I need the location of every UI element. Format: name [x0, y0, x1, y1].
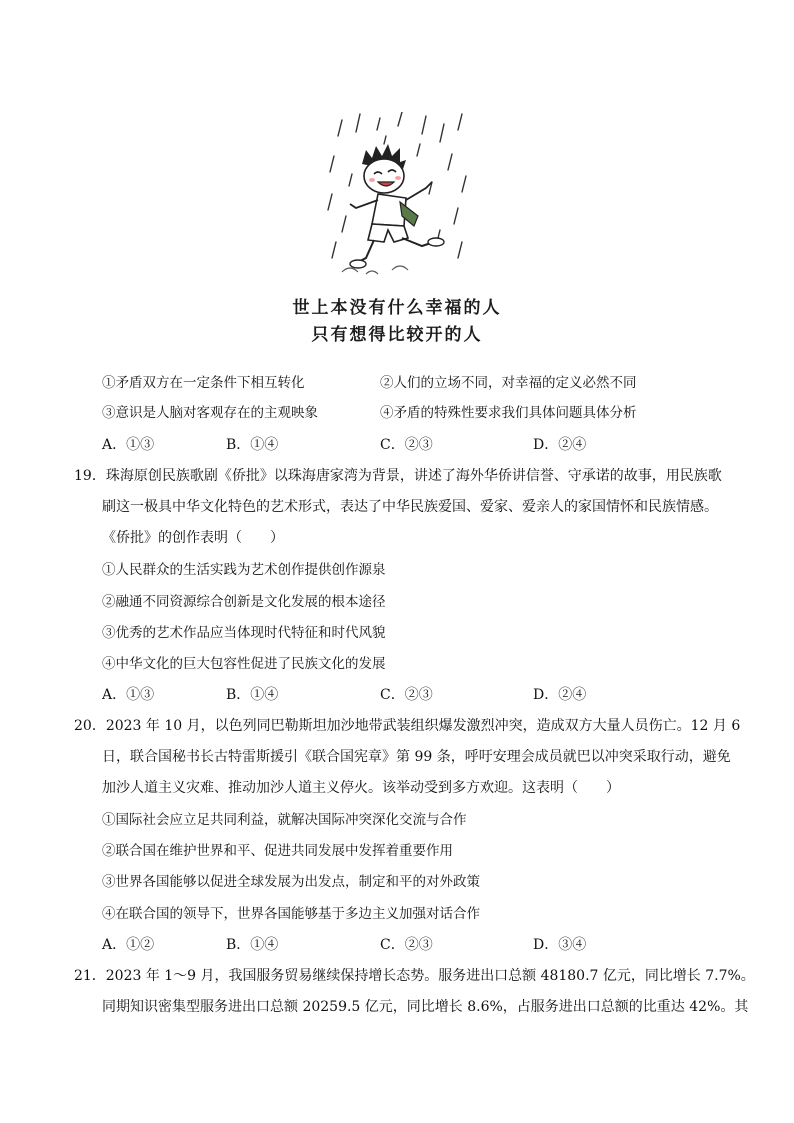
q20-option-4: ④在联合国的领导下，世界各国能够基于多边主义加强对话合作: [102, 906, 480, 922]
q19-option-4: ④中华文化的巨大包容性促进了民族文化的发展: [102, 656, 386, 672]
q19-answer-b: B．①④: [226, 687, 279, 703]
q20-answer-d: D．③④: [533, 937, 587, 953]
q20-answer-b: B．①④: [226, 937, 279, 953]
q18-answer-a: A．①③: [102, 437, 155, 453]
q20-answer-c: C．②③: [380, 937, 433, 953]
q19-option-2: ②融通不同资源综合创新是文化发展的根本途径: [102, 594, 386, 610]
q18-option-4: ④矛盾的特殊性要求我们具体问题具体分析: [380, 405, 637, 421]
q19-stem-line-3: 《侨批》的创作表明（ ）: [102, 530, 284, 546]
q21-stem-line-1: 21．2023 年 1～9 月，我国服务贸易继续保持增长态势。服务进出口总额 48180.7 亿元，同比增长 7.7%。: [74, 968, 755, 984]
q20-option-1: ①国际社会应立足共同利益，就解决国际冲突深化交流与合作: [102, 812, 467, 828]
q19-option-3: ③优秀的艺术作品应当体现时代特征和时代风貌: [102, 625, 386, 641]
q19-answer-c: C．②③: [380, 687, 433, 703]
q21-stem-line-2: 同期知识密集型服务进出口总额 20259.5 亿元，同比增长 8.6%，占服务进出口总额的比重达 42%。其: [102, 999, 749, 1015]
q18-answer-d: D．②④: [533, 437, 587, 453]
q20-option-2: ②联合国在维护世界和平、促进共同发展中发挥着重要作用: [102, 843, 453, 859]
q20-answer-a: A．①②: [102, 937, 155, 953]
q19-stem-line-1: 19．珠海原创民族歌剧《侨批》以珠海唐家湾为背景，讲述了海外华侨讲信誉、守承诺的故事，用民族歌: [74, 468, 722, 484]
q18-option-2: ②人们的立场不同，对幸福的定义必然不同: [380, 375, 637, 391]
q18-answer-c: C．②③: [380, 437, 433, 453]
q19-answer-a: A．①③: [102, 687, 155, 703]
q18-option-1: ①矛盾双方在一定条件下相互转化: [102, 375, 305, 391]
caption-line-2: 只有想得比较开的人: [311, 325, 483, 345]
rain-boy-illustration: [322, 112, 472, 280]
q20-stem-line-1: 20．2023 年 10 月，以色列同巴勒斯坦加沙地带武装组织爆发激烈冲突，造成双方大量人员伤亡。12 月 6: [74, 718, 741, 734]
q18-option-3: ③意识是人脑对客观存在的主观映象: [102, 405, 318, 421]
q20-option-3: ③世界各国能够以促进全球发展为出发点，制定和平的对外政策: [102, 874, 480, 890]
q19-option-1: ①人民群众的生活实践为艺术创作提供创作源泉: [102, 562, 386, 578]
q18-answer-b: B．①④: [226, 437, 279, 453]
q19-stem-line-2: 刷这一极具中华文化特色的艺术形式，表达了中华民族爱国、爱家、爱亲人的家国情怀和民族情感。: [102, 499, 718, 515]
caption-line-1: 世上本没有什么幸福的人: [292, 298, 502, 318]
q20-stem-line-2: 日，联合国秘书长古特雷斯援引《联合国宪章》第 99 条，呼吁安理会成员就巴以冲突采取行动，避免: [102, 749, 731, 765]
q19-answer-d: D．②④: [533, 687, 587, 703]
q20-stem-line-3: 加沙人道主义灾难、推动加沙人道主义停火。该举动受到多方欢迎。这表明（ ）: [102, 780, 620, 796]
